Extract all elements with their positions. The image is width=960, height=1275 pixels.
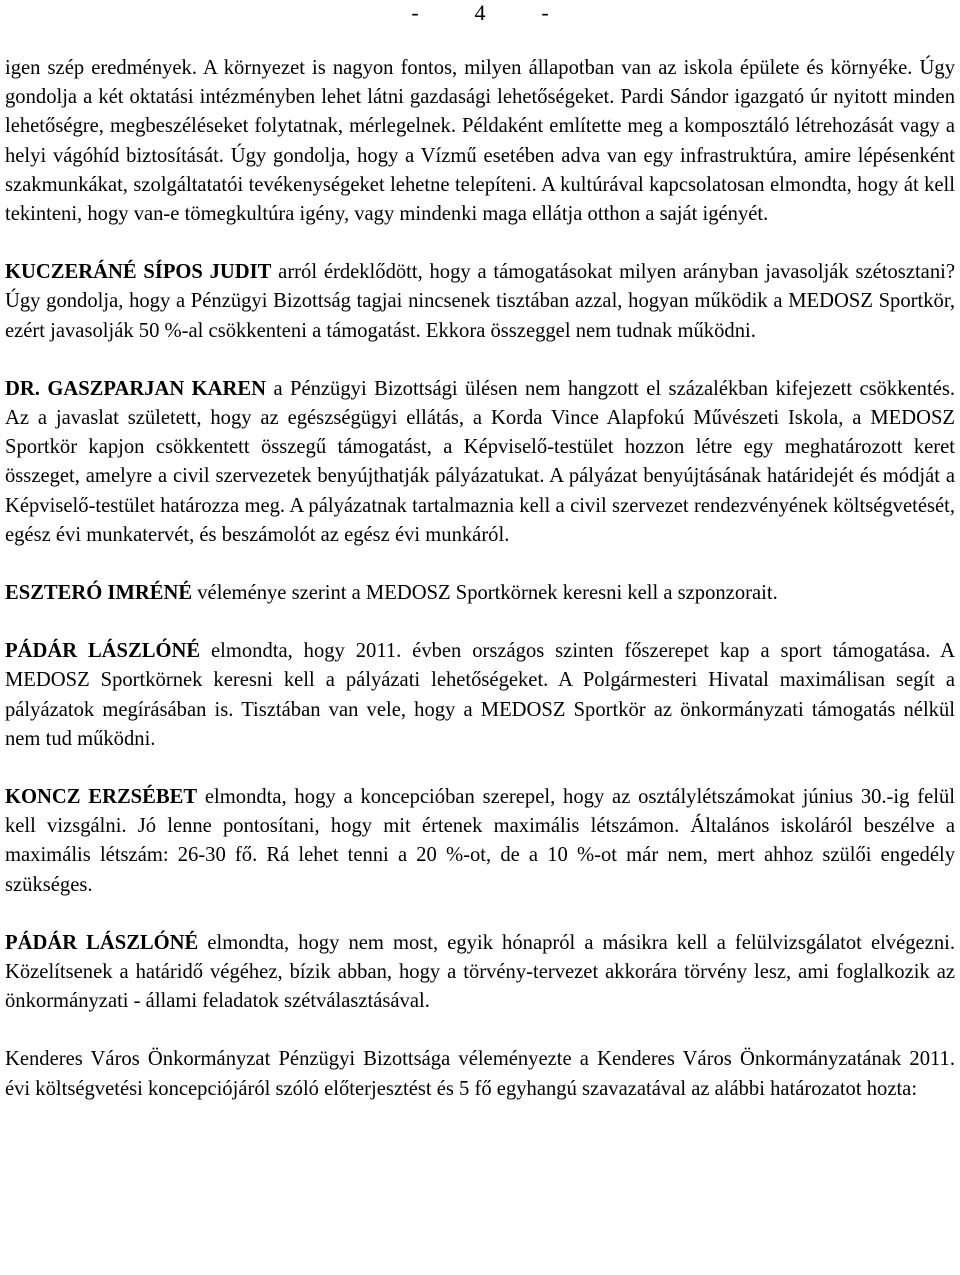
page-number-value: 4 xyxy=(474,0,486,25)
speaker-name: KUCZERÁNÉ SÍPOS JUDIT xyxy=(5,261,272,284)
speaker-name: KONCZ ERZSÉBET xyxy=(5,786,198,809)
paragraph-text: elmondta, hogy 2011. évben országos szinten főszerepet kap a sport támogatása. A MEDOSZ Sportkörnek keresni kell a pályázati lehetőségeket. A Polgármesteri Hivatal maximálisan segít a pályázatok megírásában is. Tisztában van vele, hogy a MEDOSZ Sportkör az önkormányzati támogatás nélkül nem tud működni. xyxy=(5,640,955,750)
paragraph-resolution-intro xyxy=(5,1045,955,1103)
paragraph-text: elmondta, hogy a koncepcióban szerepel, hogy az osztálylétszámokat június 30.-ig felül kell vizsgálni. Jó lenne pontosítani, hogy mit értenek maximális létszámon. Általános iskoláról beszélve a maximális létszám: 26-30 fő. Rá lehet tenni a 20 %-ot, de a 10 %-ot már nem, mert ahhoz szülői engedély szükséges. xyxy=(5,786,955,896)
paragraph-gaszparjan xyxy=(5,375,955,550)
paragraph-kuczerane xyxy=(5,258,955,346)
page-number xyxy=(0,0,960,26)
paragraph-text: véleménye szerint a MEDOSZ Sportkörnek keresni kell a szponzorait. xyxy=(192,582,778,605)
speaker-name: PÁDÁR LÁSZLÓNÉ xyxy=(5,931,199,954)
paragraph-text: igen szép eredmények. A környezet is nagyon fontos, milyen állapotban van az iskola épülete és környéke. Úgy gondolja a két oktatási intézményben lehet látni gazdasági lehetőségeket. Pardi Sándor igazgató úr nyitott minden lehetőségre, megbeszéléseket folytatnak, mérlegelnek. Példaként említette meg a komposztáló létrehozását vagy a helyi vágóhíd biztosítását. Úgy gondolja, hogy a Vízmű esetében adva van egy infrastruktúra, amire lépésenként szakmunkákat, szolgáltatatói tevékenységeket lehetne telepíteni. A kultúrával kapcsolatosan elmondta, hogy át kell tekinteni, hogy van-e tömegkultúra igény, vagy mindenki maga ellátja otthon a saját igényét. xyxy=(5,57,955,226)
paragraph-padar-2 xyxy=(5,929,955,1017)
speaker-name: PÁDÁR LÁSZLÓNÉ xyxy=(5,640,201,663)
paragraph-koncz xyxy=(5,783,955,900)
document-body xyxy=(5,54,955,1104)
speaker-name: DR. GASZPARJAN KAREN xyxy=(5,377,267,400)
paragraph-text: elmondta, hogy nem most, egyik hónapról a másikra kell a felülvizsgálatot elvégezni. Közelítsenek a határidő végéhez, bízik abban, hogy a törvény-tervezet akkorára törvény lesz, ami foglalkozik az önkormányzati - állami feladatok szétválasztásával. xyxy=(5,931,955,1013)
speaker-name: ESZTERÓ IMRÉNÉ xyxy=(5,582,193,605)
page-number-dash-left: - xyxy=(411,0,419,25)
page-number-dash-right: - xyxy=(541,0,549,25)
paragraph-esztero xyxy=(5,579,955,608)
paragraph-intro xyxy=(5,54,955,229)
paragraph-padar-1 xyxy=(5,637,955,754)
paragraph-text: arról érdeklődött, hogy a támogatásokat milyen arányban javasolják szétosztani? Úgy gondolja, hogy a Pénzügyi Bizottság tagjai nincsenek tisztában azzal, hogyan működik a MEDOSZ Sportkör, ezért javasolják 50 %-al csökkenteni a támogatást. Ekkora összeggel nem tudnak működni. xyxy=(5,261,955,342)
paragraph-text: a Pénzügyi Bizottsági ülésen nem hangzott el százalékban kifejezett csökkentés. Az a javaslat született, hogy az egészségügyi ellátás, a Korda Vince Alapfokú Művészeti Iskola, a MEDOSZ Sportkör kapjon csökkentett összegű támogatást, a Képviselő-testület hozzon létre egy meghatározott keret összeget, amelyre a civil szervezetek benyújthatják pályázatukat. A pályázat benyújtásának határidejét és módját a Képviselő-testület határozza meg. A pályázatnak tartalmaznia kell a civil szervezet rendezvényének költségvetését, egész évi munkatervét, és beszámolót az egész évi munkáról. xyxy=(5,377,955,546)
paragraph-text: Kenderes Város Önkormányzat Pénzügyi Bizottsága véleményezte a Kenderes Város Önkormányzatának 2011. évi költségvetési koncepciójáról szóló előterjesztést és 5 fő egyhangú szavazatával az alábbi határozatot hozta: xyxy=(5,1048,955,1100)
